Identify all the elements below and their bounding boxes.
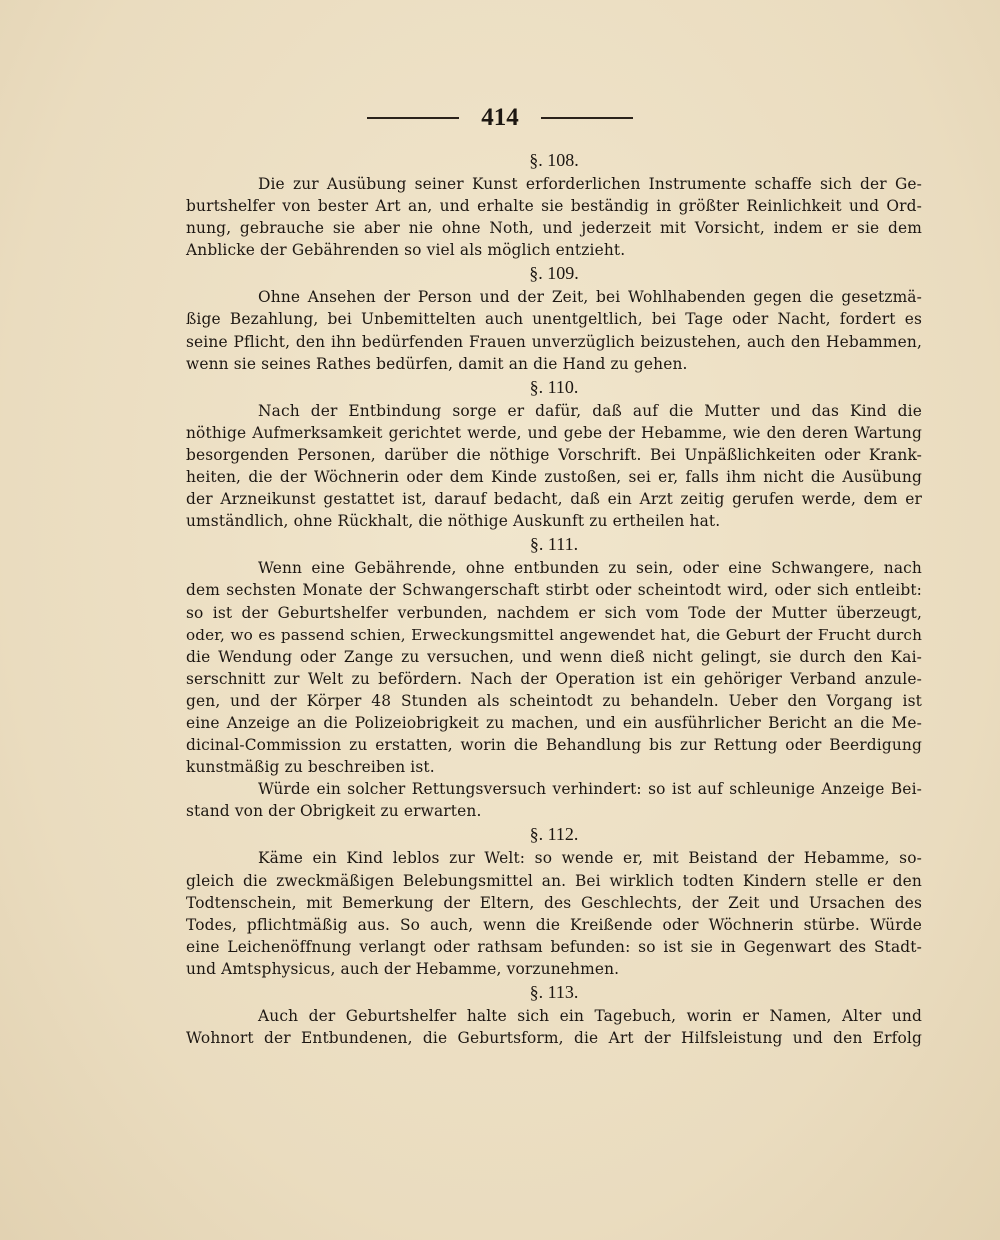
paragraph xyxy=(186,400,922,533)
text-line: Nach der Entbindung sorge er dafür, daß auf die Mutter und das Kind die xyxy=(258,401,922,420)
text-line: besorgenden Personen, darüber die nöthige Vorschrift. Bei Unpäßlichkeiten oder Krank- xyxy=(186,445,922,464)
section xyxy=(186,980,922,1049)
section xyxy=(186,375,922,533)
paragraph xyxy=(186,778,922,822)
text-line: umständlich, ohne Rückhalt, die nöthige Auskunft zu ertheilen hat. xyxy=(186,512,721,531)
section-heading: §. 113. xyxy=(529,982,579,1002)
text-line: und Amtsphysicus, auch der Hebamme, vorzunehmen. xyxy=(186,959,620,978)
section xyxy=(186,261,922,374)
header-rule-right xyxy=(541,117,633,119)
section xyxy=(186,822,922,980)
section xyxy=(186,532,922,822)
text-line: Auch der Geburtshelfer halte sich ein Tagebuch, worin er Namen, Alter und xyxy=(258,1007,922,1025)
text-line: heiten, die der Wöchnerin oder dem Kinde zustoßen, sei er, falls ihm nicht die Ausübung xyxy=(186,468,922,487)
text-line: stand von der Obrigkeit zu erwarten. xyxy=(186,802,482,821)
section-heading: §. 112. xyxy=(529,824,579,845)
text-line: Würde ein solcher Rettungsversuch verhindert: so ist auf schleunige Anzeige Bei- xyxy=(258,780,922,799)
paragraph xyxy=(186,847,922,980)
text-line: ßige Bezahlung, bei Unbemittelten auch unentgeltlich, bei Tage oder Nacht, fordert es xyxy=(186,310,922,329)
text-line: Die zur Ausübung seiner Kunst erforderlichen Instrumente schaffe sich der Ge- xyxy=(258,175,922,193)
text-line: oder, wo es passend schien, Erweckungsmittel angewendet hat, die Geburt der Frucht durch xyxy=(186,625,922,644)
section-heading: §. 108. xyxy=(529,150,579,170)
page-number: 414 xyxy=(481,104,519,131)
header-rule-left xyxy=(367,117,459,119)
paragraph xyxy=(186,286,922,374)
text-line: eine Leichenöffnung verlangt oder rathsam befunden: so ist sie in Gegenwart des Stadt- xyxy=(186,937,922,956)
text-line: gen, und der Körper 48 Stunden als scheintodt zu behandeln. Ueber den Vorgang ist xyxy=(186,691,922,710)
text-line: gleich die zweckmäßigen Belebungsmittel an. Bei wirklich todten Kindern stelle er den xyxy=(186,871,922,890)
section-heading: §. 110. xyxy=(529,376,579,397)
text-line: wenn sie seines Rathes bedürfen, damit an die Hand zu gehen. xyxy=(186,354,688,373)
text-line: seine Pflicht, den ihn bedürfenden Frauen unverzüglich beizustehen, auch den Hebammen, xyxy=(186,332,922,351)
text-line: nung, gebrauche sie aber nie ohne Noth, und jederzeit mit Vorsicht, indem er sie dem xyxy=(186,219,922,238)
text-line: Todtenschein, mit Bemerkung der Eltern, des Geschlechts, der Zeit und Ursachen des xyxy=(186,893,922,912)
text-line: Wohnort der Entbundenen, die Geburtsform, die Art der Hilfsleistung und den Erfolg xyxy=(186,1029,922,1048)
text-line: so ist der Geburtshelfer verbunden, nachdem er sich vom Tode der Mutter überzeugt, xyxy=(186,603,922,622)
text-line: Wenn eine Gebährende, ohne entbunden zu sein, oder eine Schwangere, nach xyxy=(258,559,922,578)
text-line: Todes, pflichtmäßig aus. So auch, wenn die Kreißende oder Wöchnerin stürbe. Würde xyxy=(186,915,922,934)
text-line: kunstmäßig zu beschreiben ist. xyxy=(186,758,435,777)
text-line: dicinal-Commission zu erstatten, worin die Behandlung bis zur Rettung oder Beerdigung xyxy=(186,736,922,755)
text-line: eine Anzeige an die Polizeiobrigkeit zu machen, und ein ausführlicher Bericht an die Me- xyxy=(186,713,922,732)
text-line: burtshelfer von bester Art an, und erhalte sie beständig in größter Reinlichkeit und Ord- xyxy=(186,197,922,216)
text-line: Anblicke der Gebährenden so viel als möglich entzieht. xyxy=(186,241,626,260)
section xyxy=(186,148,922,261)
body-text xyxy=(186,148,922,1049)
paragraph xyxy=(186,1005,922,1049)
paragraph xyxy=(186,173,922,261)
text-line: der Arzneikunst gestattet ist, darauf bedacht, daß ein Arzt zeitig gerufen werde, dem er xyxy=(186,490,922,509)
text-line: nöthige Aufmerksamkeit gerichtet werde, und gebe der Hebamme, wie den deren Wartung xyxy=(186,423,922,442)
text-line: serschnitt zur Welt zu befördern. Nach der Operation ist ein gehöriger Verband anzule- xyxy=(186,669,922,688)
section-heading: §. 111. xyxy=(529,534,579,555)
text-line: Käme ein Kind leblos zur Welt: so wende er, mit Beistand der Hebamme, so- xyxy=(258,849,922,868)
paragraph xyxy=(186,557,922,778)
page-header xyxy=(0,104,1000,132)
section-heading: §. 109. xyxy=(529,263,579,284)
text-line: dem sechsten Monate der Schwangerschaft stirbt oder scheintodt wird, oder sich entleibt: xyxy=(186,581,922,600)
text-line: Ohne Ansehen der Person und der Zeit, bei Wohlhabenden gegen die gesetzmä- xyxy=(258,288,922,307)
text-line: die Wendung oder Zange zu versuchen, und wenn dieß nicht gelingt, sie durch den Kai- xyxy=(186,647,922,666)
